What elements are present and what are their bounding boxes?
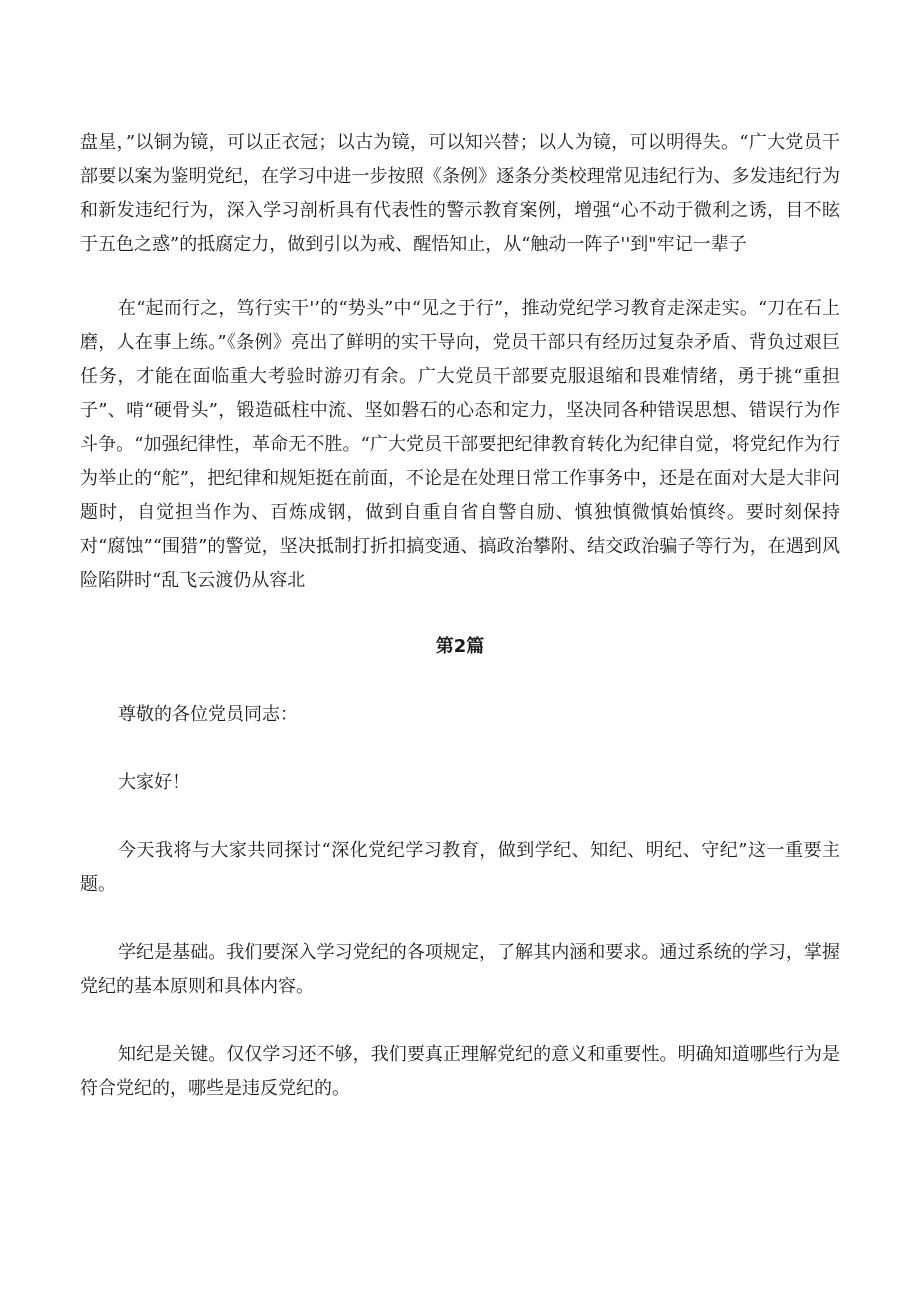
greeting: 大家好！	[118, 772, 190, 793]
paragraph-learn: 学纪是基础。我们要深入学习党纪的各项规定，了解其内涵和要求。通过系统的学习，掌握党纪的基本原则和具体内容。	[80, 942, 840, 997]
document-page	[80, 126, 840, 1106]
section-heading: 第2篇	[435, 636, 485, 657]
paragraph-know: 知纪是关键。仅仅学习还不够，我们要真正理解党纪的意义和重要性。明确知道哪些行为是符合党纪的，哪些是违反党纪的。	[80, 1044, 840, 1099]
salutation: 尊敬的各位党员同志：	[118, 704, 298, 725]
paragraph-topic: 今天我将与大家共同探讨“深化党纪学习教育，做到学纪、知纪、明纪、守纪”这一重要主题。	[80, 840, 840, 895]
paragraph-continued: 盘星，”以铜为镜，可以正衣冠；以古为镜，可以知兴替；以人为镜，可以明得失。“广大党员干部要以案为鉴明党纪，在学习中进一步按照《条例》逐条分类校理常见违纪行为、多发违纪行为和新发违纪行为，深入学习剖析具有代表性的警示教育案例，增强“心不动于微利之诱，目不眩于五色之惑”的抵腐定力，做到引以为戒、醒悟知止，从“触动一阵子''到"牢记一辈子	[80, 132, 840, 255]
paragraph-practice: 在“起而行之，笃行实干'’的“势头”中“见之于行”，推动党纪学习教育走深走实。“刀在石上磨，人在事上练。”《条例》亮出了鲜明的实干导向，党员干部只有经历过复杂矛盾、背负过艰巨任务，才能在面临重大考验时游刃有余。广大党员干部要克服退缩和畏难情绪，勇于挑“重担子”、啃“硬骨头”，锻造砥柱中流、坚如磐石的心态和定力，坚决同各种错误思想、错误行为作斗争。“加强纪律性，革命无不胜。“广大党员干部要把纪律教育转化为纪律自觉，将党纪作为行为举止的“舵”，把纪律和规矩挺在前面，不论是在处理日常工作事务中，还是在面对大是大非问题时，自觉担当作为、百炼成钢，做到自重自省自警自励、慎独慎微慎始慎终。要时刻保持对“腐蚀”“围猎”的警觉，坚决抵制打折扣搞变通、搞政治攀附、结交政治骗子等行为，在遇到风险陷阱时“乱飞云渡仍从容北	[80, 298, 840, 591]
